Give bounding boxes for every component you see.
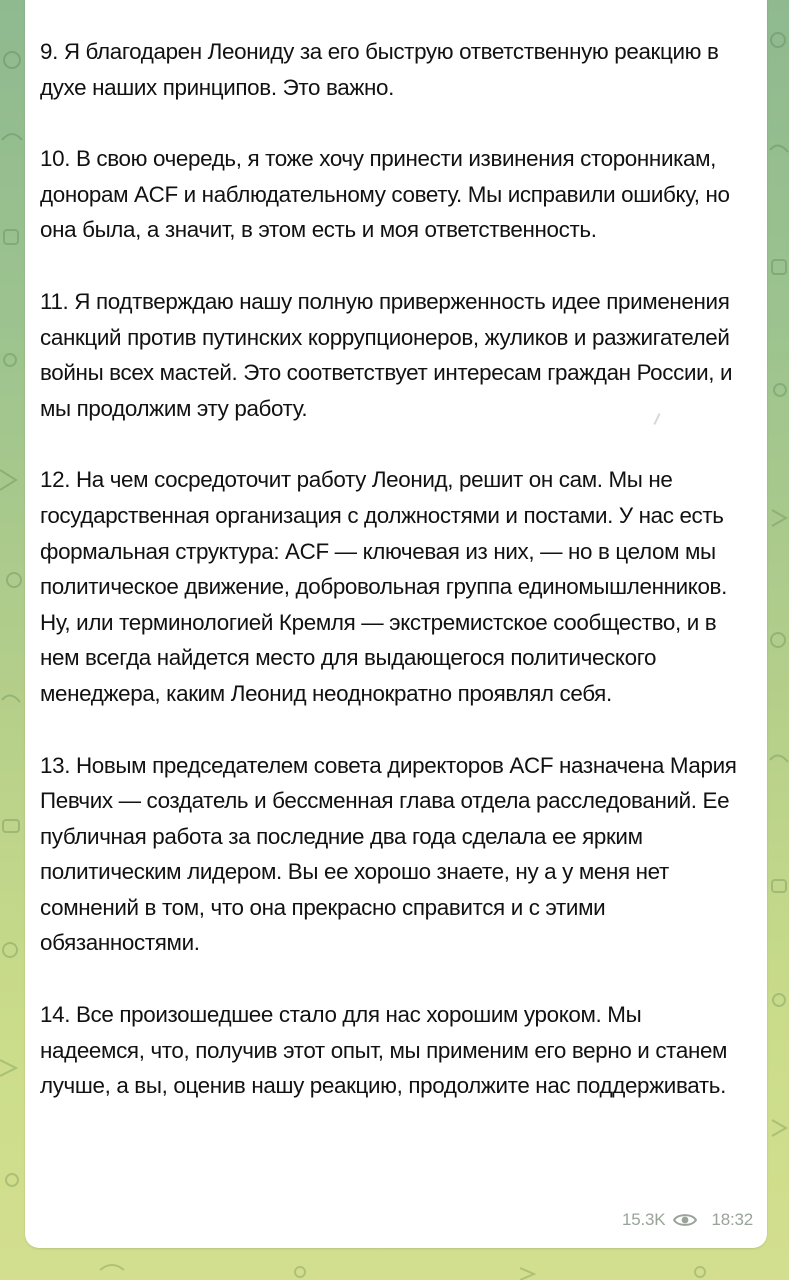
message-text — [40, 34, 737, 1104]
eye-icon — [673, 1212, 697, 1228]
message-meta — [622, 1210, 753, 1230]
message-paragraph: 13. Новым председателем совета директоров ACF назначена Мария Певчих — создатель и бессменная глава отдела расследований. Ее публичная работа за последние два года сделала ее ярким политическим лидером. Вы ее хорошо знаете, ну а у меня нет сомнений в том, что она прекрасно справится и с этими обязанностями. — [40, 752, 737, 956]
message-time: 18:32 — [711, 1210, 753, 1229]
message-paragraph: 14. Все произошедшее стало для нас хорошим уроком. Мы надеемся, что, получив этот опыт, мы применим его верно и станем лучше, а вы, оценив нашу реакцию, продолжите нас поддерживать. — [40, 1002, 728, 1099]
view-count: 15.3K — [622, 1210, 666, 1229]
message-bubble[interactable] — [25, 0, 767, 1248]
message-paragraph: 9. Я благодарен Леониду за его быструю ответственную реакцию в духе наших принципов. Это важно. — [40, 39, 719, 100]
message-paragraph: 12. На чем сосредоточит работу Леонид, решит он сам. Мы не государственная организация с должностями и постами. У нас есть формальная структура: ACF — ключевая из них, — но в целом мы политическое движение, добровольная группа единомышленников. Ну, или терминологией Кремля — экстремистское сообщество, и в нем всегда найдется место для выдающегося политического менеджера, каким Леонид неоднократно проявлял себя. — [40, 467, 727, 706]
message-paragraph: 11. Я подтверждаю нашу полную приверженность идее применения санкций против путинских коррупционеров, жуликов и разжигателей войны всех мастей. Это соответствует интересам граждан России, и мы продолжим эту работу. — [40, 288, 733, 421]
message-paragraph: 10. В свою очередь, я тоже хочу принести извинения сторонникам, донорам ACF и наблюдательному совету. Мы исправили ошибку, но она была, а значит, в этом есть и моя ответственность. — [40, 146, 730, 243]
